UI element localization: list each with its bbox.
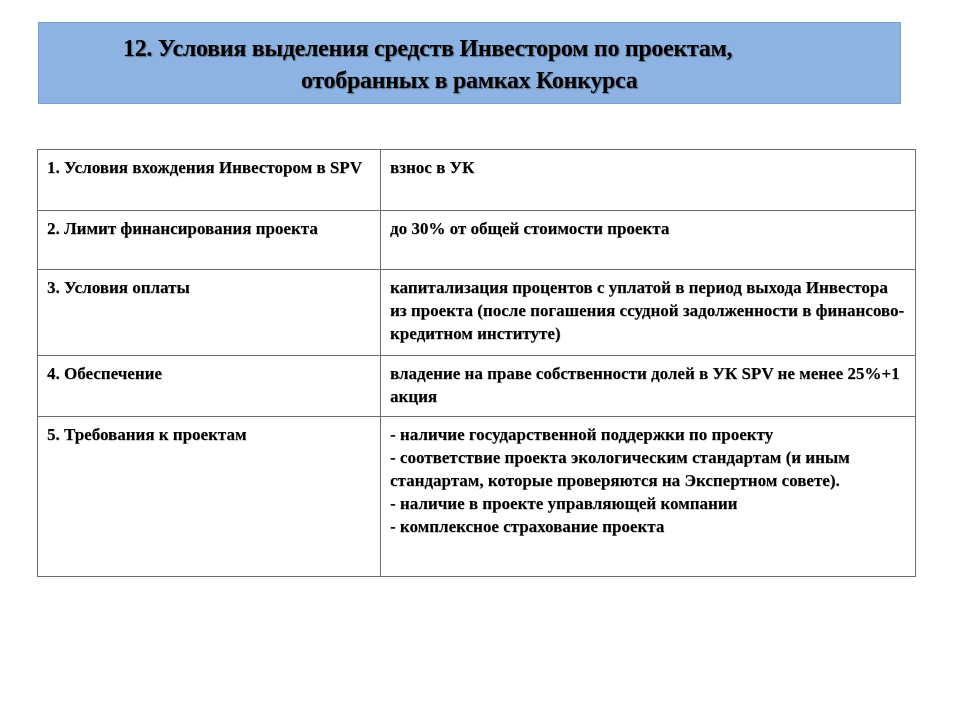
conditions-table — [37, 149, 916, 577]
slide-title-line-1: 12. Условия выделения средств Инвестором по проектам, — [123, 36, 733, 62]
table-row — [38, 211, 916, 270]
row-value — [381, 270, 916, 356]
table-row — [38, 150, 916, 211]
requirement-item: - наличие в проекте управляющей компании — [390, 494, 738, 513]
row-value-text: до 30% от общей стоимости проекта — [390, 219, 670, 238]
row-value-text: владение на праве собственности долей в УК SPV не менее 25%+1 акция — [390, 364, 900, 406]
slide-title-banner — [38, 22, 901, 104]
requirement-item: - комплексное страхование проекта — [390, 517, 665, 536]
row-label: 4. Обеспечение — [38, 356, 381, 417]
slide-title-line-2: отобранных в рамках Конкурса — [301, 68, 638, 94]
row-value — [381, 417, 916, 577]
row-value-text: взнос в УК — [390, 158, 475, 177]
requirement-item: - соответствие проекта экологическим стандартам (и иным стандартам, которые проверяются на Экспертном совете). — [390, 448, 850, 490]
table-row — [38, 356, 916, 417]
row-value — [381, 150, 916, 211]
row-value-text: капитализация процентов с уплатой в период выхода Инвестора из проекта (после погашения ссудной задолженности в финансово-кредитном институте) — [390, 278, 905, 343]
row-label: 1. Условия вхождения Инвестором в SPV — [38, 150, 381, 211]
requirement-item: - наличие государственной поддержки по проекту — [390, 425, 774, 444]
row-value — [381, 211, 916, 270]
row-label: 2. Лимит финансирования проекта — [38, 211, 381, 270]
table-row — [38, 270, 916, 356]
row-value — [381, 356, 916, 417]
row-label: 5. Требования к проектам — [38, 417, 381, 577]
table-row — [38, 417, 916, 577]
row-label: 3. Условия оплаты — [38, 270, 381, 356]
